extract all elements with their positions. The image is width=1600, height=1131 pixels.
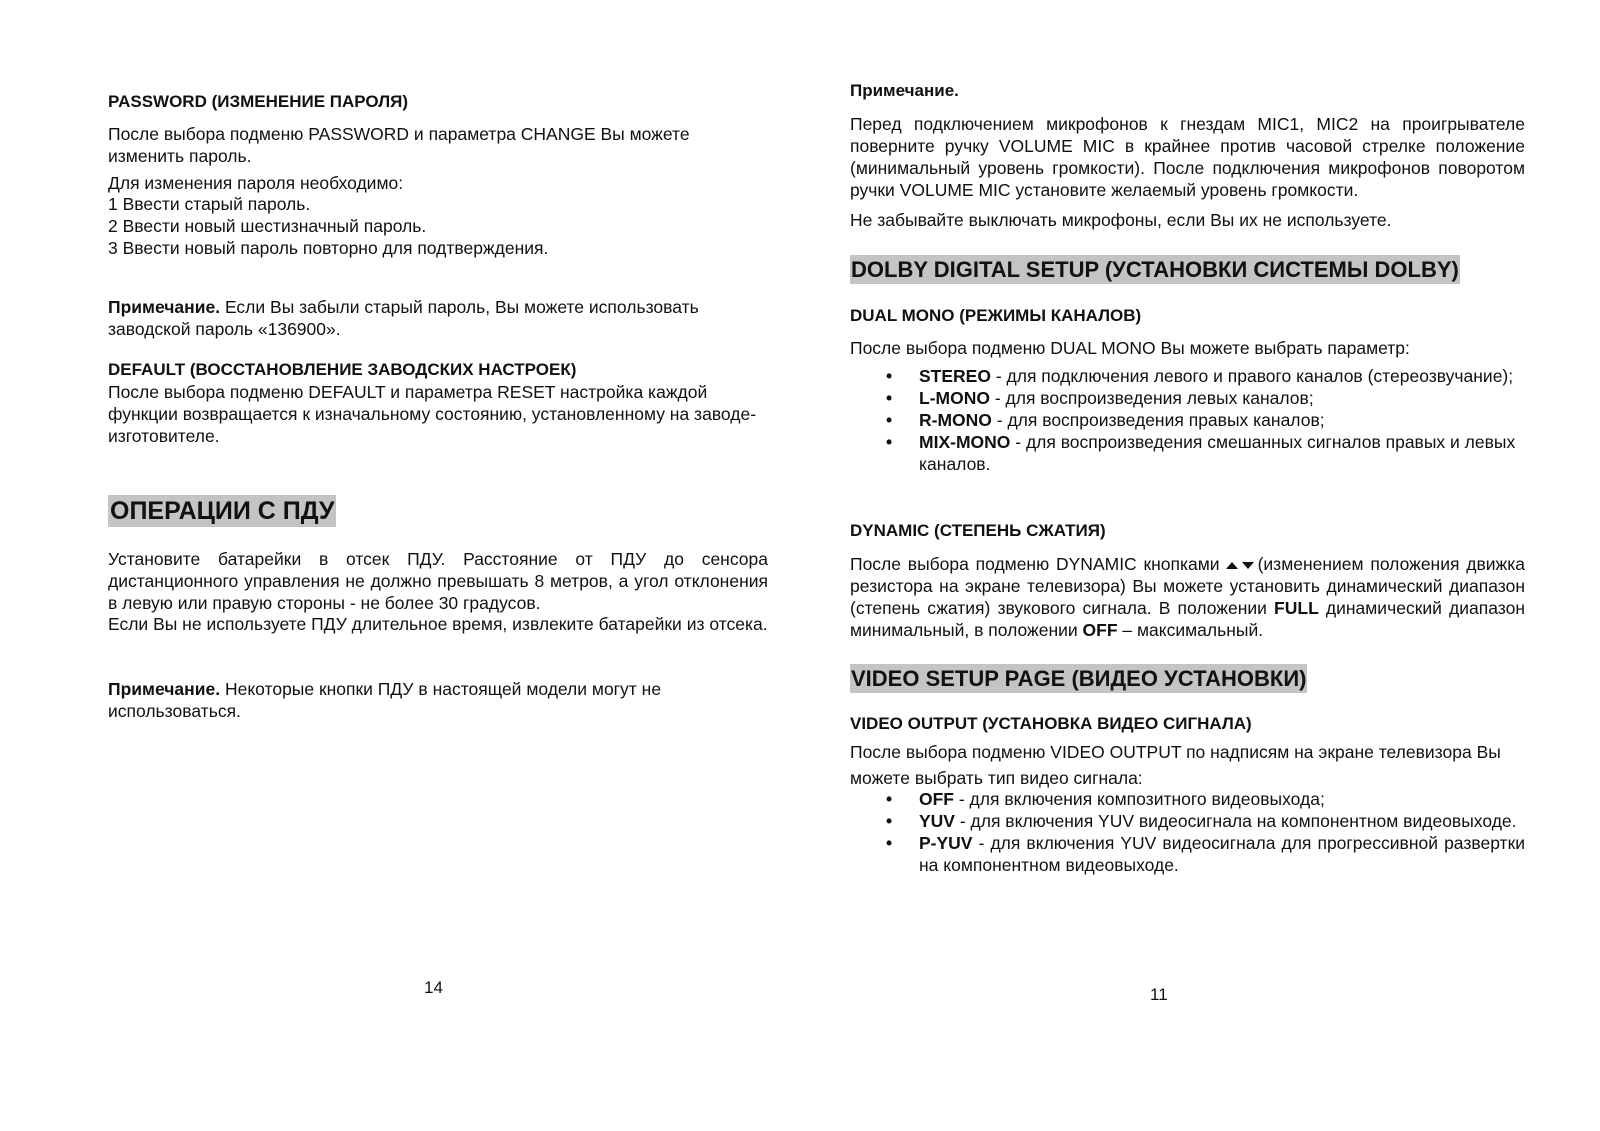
password-note <box>108 296 768 340</box>
password-step: 3 Ввести новый пароль повторно для подтверждения. <box>108 238 549 258</box>
remote-paragraph-2: Если Вы не используете ПДУ длительное время, извлеките батарейки из отсека. <box>108 614 768 634</box>
list-item <box>850 365 1525 387</box>
video-heading: VIDEO SETUP PAGE (ВИДЕО УСТАНОВКИ) <box>851 666 1307 691</box>
page-number-left: 14 <box>424 978 443 997</box>
page-number-right: 11 <box>1150 985 1168 1004</box>
item-term: STEREO <box>919 366 991 386</box>
item-term: OFF <box>919 789 954 809</box>
video-heading-wrap <box>850 664 1525 693</box>
dynamic-off: OFF <box>1082 620 1118 640</box>
dual-mono-intro: После выбора подменю DUAL MONO Вы можете выбрать параметр: <box>850 338 1410 358</box>
note-label: Примечание. <box>108 679 221 699</box>
dynamic-title: DYNAMIC (СТЕПЕНЬ СЖАТИЯ) <box>850 521 1106 540</box>
item-desc: - для включения композитного видеовыхода; <box>954 789 1325 809</box>
item-desc: - для включения YUV видеосигнала на компонентном видеовыходе. <box>954 811 1517 831</box>
list-item <box>850 810 1525 832</box>
video-output-title: VIDEO OUTPUT (УСТАНОВКА ВИДЕО СИГНАЛА) <box>850 714 1252 733</box>
item-term: P-YUV <box>919 833 973 853</box>
item-desc: - для включения YUV видеосигнала для прогрессивной развертки на компонентном видеовыходе. <box>919 833 1525 875</box>
remote-note <box>108 678 768 722</box>
arrow-up-icon <box>1226 562 1238 569</box>
password-step: 1 Ввести старый пароль. <box>108 194 311 214</box>
remote-heading: ОПЕРАЦИИ С ПДУ <box>110 497 335 525</box>
list-item <box>850 431 1525 475</box>
default-section-title: DEFAULT (ВОССТАНОВЛЕНИЕ ЗАВОДСКИХ НАСТРОЕК) <box>108 360 577 379</box>
list-item <box>850 788 1525 810</box>
item-term: MIX-MONO <box>919 432 1011 452</box>
item-desc: - для воспроизведения левых каналов; <box>989 388 1314 408</box>
dual-mono-title: DUAL MONO (РЕЖИМЫ КАНАЛОВ) <box>850 306 1142 325</box>
list-item <box>850 832 1525 876</box>
dynamic-full: FULL <box>1274 598 1319 618</box>
dolby-heading-wrap <box>850 255 1525 284</box>
item-desc: - для воспроизведения смешанных сигналов правых и левых каналов. <box>919 432 1516 474</box>
password-section-title: PASSWORD (ИЗМЕНЕНИЕ ПАРОЛЯ) <box>108 92 408 111</box>
item-term: R-MONO <box>919 410 992 430</box>
dynamic-text-d: – максимальный. <box>1117 620 1264 640</box>
dynamic-text-c: динамический диапазон минимальный, в положении <box>850 598 1525 640</box>
note-label: Примечание. <box>108 297 221 317</box>
arrow-down-icon <box>1242 562 1254 569</box>
item-term: YUV <box>919 811 955 831</box>
note-text: Если Вы забыли старый пароль, Вы можете использовать заводской пароль «136900». <box>108 297 699 339</box>
mic-note-title: Примечание. <box>850 81 959 100</box>
item-term: L-MONO <box>919 388 990 408</box>
password-steps <box>108 193 768 259</box>
default-paragraph: После выбора подменю DEFAULT и параметра RESET настройка каждой функции возвращается к изначальному состоянию, установленному на заводе-изготовителе. <box>108 382 757 446</box>
dynamic-text-b: (изменением положения движка резистора на экране телевизора) Вы можете установить динамический диапазон (степень сжатия) звукового сигнала. В положении <box>850 554 1525 618</box>
dynamic-paragraph <box>850 553 1525 641</box>
mic-note-paragraph: Перед подключением микрофонов к гнездам MIC1, MIC2 на проигрывателе поверните ручку VOLUME MIC в крайнее против часовой стрелке положение (минимальный уровень громкости). После подключения микрофонов поворотом ручки VOLUME MIC установите желаемый уровень громкости. <box>850 114 1525 200</box>
mic-note-paragraph-2: Не забывайте выключать микрофоны, если Вы их не используете. <box>850 210 1392 230</box>
dual-mono-list <box>850 365 1525 475</box>
dolby-heading: DOLBY DIGITAL SETUP (УСТАНОВКИ СИСТЕМЫ DOLBY) <box>851 257 1459 282</box>
list-item <box>850 387 1525 409</box>
note-text: Некоторые кнопки ПДУ в настоящей модели могут не использоваться. <box>108 679 662 721</box>
dynamic-text-a: После выбора подменю DYNAMIC кнопками <box>850 554 1220 574</box>
password-step: 2 Ввести новый шестизначный пароль. <box>108 216 427 236</box>
password-paragraph: После выбора подменю PASSWORD и параметра CHANGE Вы можете изменить пароль. <box>108 124 690 166</box>
password-intro: Для изменения пароля необходимо: <box>108 173 404 193</box>
item-desc: - для подключения левого и правого каналов (стереозвучание); <box>990 366 1514 386</box>
remote-heading-wrap <box>108 495 768 527</box>
item-desc: - для воспроизведения правых каналов; <box>991 410 1325 430</box>
video-output-intro: После выбора подменю VIDEO OUTPUT по надписям на экране телевизора Вы можете выбрать тип видео сигнала: <box>850 742 1501 788</box>
list-item <box>850 409 1525 431</box>
remote-paragraph: Установите батарейки в отсек ПДУ. Расстояние от ПДУ до сенсора дистанционного управления не должно превышать 8 метров, а угол отклонения в левую или правую стороны - не более 30 градусов. <box>108 549 768 613</box>
video-output-list <box>850 788 1525 876</box>
